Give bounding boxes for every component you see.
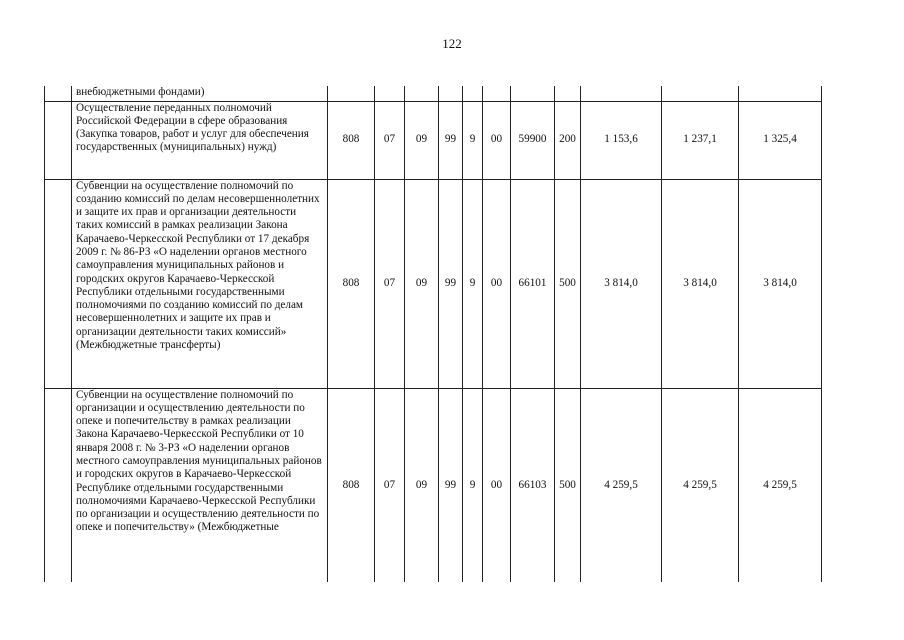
amount-year3-cell: 4 259,5 [739, 388, 822, 582]
main-activity-code-cell: 00 [483, 388, 511, 582]
subsection-code-cell [405, 86, 439, 101]
amount-year2-cell: 1 237,1 [662, 101, 739, 179]
direction-code-cell: 59900 [511, 101, 555, 179]
direction-code-cell [511, 86, 555, 101]
page-number: 122 [442, 36, 462, 51]
number-cell [45, 86, 72, 101]
section-code-cell [375, 86, 405, 101]
number-cell [45, 179, 72, 388]
expense-type-cell [555, 86, 581, 101]
section-code-cell: 07 [375, 101, 405, 179]
subprogram-code-cell: 9 [463, 179, 483, 388]
subsection-code-cell: 09 [405, 101, 439, 179]
subsection-code-cell: 09 [405, 388, 439, 582]
subprogram-code-cell [463, 86, 483, 101]
amount-year1-cell [581, 86, 662, 101]
section-code-cell: 07 [375, 388, 405, 582]
expense-type-cell: 500 [555, 388, 581, 582]
description-cell: Осуществление переданных полномочий Российской Федерации в сфере образования (Закупка товаров, работ и услуг для обеспечения государственных (муниципальных) нужд) [72, 101, 328, 179]
amount-year3-cell: 3 814,0 [739, 179, 822, 388]
description-cell: внебюджетными фондами) [72, 86, 328, 101]
program-code-cell: 99 [439, 179, 463, 388]
main-activity-code-cell: 00 [483, 101, 511, 179]
ministry-code-cell: 808 [328, 101, 375, 179]
direction-code-cell: 66103 [511, 388, 555, 582]
table-row [45, 101, 822, 179]
amount-year1-cell: 3 814,0 [581, 179, 662, 388]
expense-type-cell: 500 [555, 179, 581, 388]
amount-year1-cell: 4 259,5 [581, 388, 662, 582]
amount-year3-cell: 1 325,4 [739, 101, 822, 179]
table-row [45, 86, 822, 101]
program-code-cell: 99 [439, 388, 463, 582]
program-code-cell [439, 86, 463, 101]
subprogram-code-cell: 9 [463, 388, 483, 582]
description-cell: Субвенции на осуществление полномочий по созданию комиссий по делам несовершеннолетних и защите их прав и организации деятельности таких комиссий в рамках реализации Закона Карачаево-Черкесской Республики от 17 декабря 2009 г. № 86-РЗ «О наделении органов местного самоуправления муниципальных районов и городских округов Карачаево-Черкесской Республики отдельными государственными полномочиями по созданию комиссий по делам несовершеннолетних и защите их прав и организации деятельности таких комиссий» (Межбюджетные трансферты) [72, 179, 328, 388]
description-cell: Субвенции на осуществление полномочий по организации и осуществлению деятельности по опеке и попечительству в рамках реализации Закона Карачаево-Черкесской Республики от 10 января 2008 г. № 3-РЗ «О наделении органов местного самоуправления муниципальных районов и городских округов в Карачаево-Черкесской Республике отдельными государственными полномочиями Карачаево-Черкесской Республики по организации и осуществлению деятельности по опеке и попечительству» (Межбюджетные [72, 388, 328, 582]
ministry-code-cell [328, 86, 375, 101]
direction-code-cell: 66101 [511, 179, 555, 388]
amount-year1-cell: 1 153,6 [581, 101, 662, 179]
ministry-code-cell: 808 [328, 179, 375, 388]
subprogram-code-cell: 9 [463, 101, 483, 179]
amount-year2-cell [662, 86, 739, 101]
budget-table [44, 86, 822, 582]
main-activity-code-cell: 00 [483, 179, 511, 388]
amount-year2-cell: 3 814,0 [662, 179, 739, 388]
program-code-cell: 99 [439, 101, 463, 179]
subsection-code-cell: 09 [405, 179, 439, 388]
ministry-code-cell: 808 [328, 388, 375, 582]
expense-type-cell: 200 [555, 101, 581, 179]
table-row [45, 179, 822, 388]
section-code-cell: 07 [375, 179, 405, 388]
amount-year3-cell [739, 86, 822, 101]
number-cell [45, 388, 72, 582]
table-row [45, 388, 822, 582]
main-activity-code-cell [483, 86, 511, 101]
amount-year2-cell: 4 259,5 [662, 388, 739, 582]
number-cell [45, 101, 72, 179]
